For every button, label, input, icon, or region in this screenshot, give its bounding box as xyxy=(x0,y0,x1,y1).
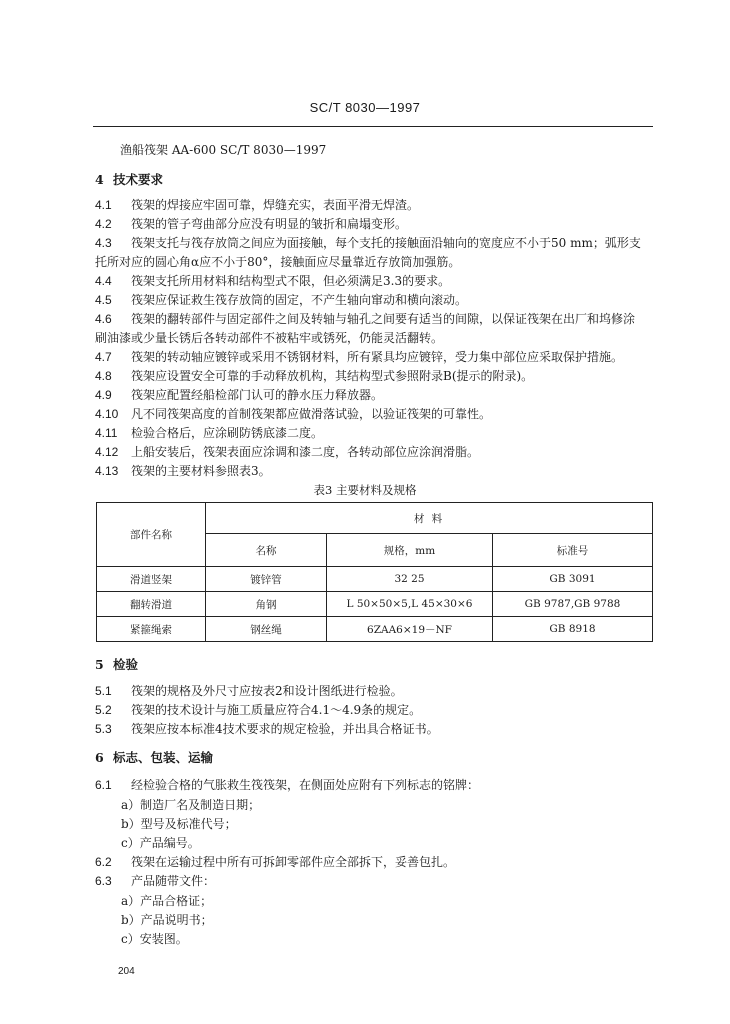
list-item: a）制造厂名及制造日期； xyxy=(121,798,261,812)
header-rule xyxy=(93,126,653,127)
cell-name: 镀锌管 xyxy=(206,567,327,592)
cell-standard: GB 9787,GB 9788 xyxy=(493,592,653,617)
clause-4-10: 4.10 凡不同筏架高度的首制筏架都应做滑落试验，以验证筏架的可靠性。 xyxy=(95,407,492,421)
table-row xyxy=(97,617,653,642)
clause-4-9: 4.9 筏架应配置经船检部门认可的静水压力释放器。 xyxy=(95,388,384,402)
header-standard: 标准号 xyxy=(493,534,653,567)
header-part-name: 部件名称 xyxy=(97,503,206,567)
list-item: a）产品合格证； xyxy=(121,894,213,908)
cell-spec: L 50×50×5,L 45×30×6 xyxy=(327,592,493,617)
list-item: c）产品编号。 xyxy=(121,836,200,850)
cell-standard: GB 8918 xyxy=(493,617,653,642)
clause-5-1: 5.1 筏架的规格及外尺寸应按表2和设计图纸进行检验。 xyxy=(95,684,403,698)
clause-4-13: 4.13 筏架的主要材料参照表3。 xyxy=(95,464,271,478)
marking-example: 渔船筏架 AA-600 SC/T 8030—1997 xyxy=(120,143,327,157)
cell-name: 角钢 xyxy=(206,592,327,617)
section-number: 4 xyxy=(95,172,104,187)
cell-name: 钢丝绳 xyxy=(206,617,327,642)
cell-part: 紧箍绳索 xyxy=(97,617,206,642)
header-name: 名称 xyxy=(206,534,327,567)
section-4-title xyxy=(95,170,163,188)
clause-5-2: 5.2 筏架的技术设计与施工质量应符合4.1～4.9条的规定。 xyxy=(95,703,422,717)
table-caption: 表3 主要材料及规格 xyxy=(313,483,417,497)
clause-4-7: 4.7 筏架的转动轴应镀锌或采用不锈钢材料，所有紧具均应镀锌，受力集中部位应采取保护措施。 xyxy=(95,350,624,364)
clause-6-2: 6.2 筏架在运输过程中所有可拆卸零部件应全部拆下，妥善包扎。 xyxy=(95,855,456,869)
header-spec: 规格，mm xyxy=(327,534,493,567)
section-title-text: 技术要求 xyxy=(113,172,164,187)
cell-part: 翻转滑道 xyxy=(97,592,206,617)
cell-spec: 32 25 xyxy=(327,567,493,592)
table-header-row xyxy=(97,503,653,534)
clause-4-4: 4.4 筏架支托所用材料和结构型式不限，但必须满足3.3的要求。 xyxy=(95,274,451,288)
cell-standard: GB 3091 xyxy=(493,567,653,592)
table-row xyxy=(97,567,653,592)
clause-4-8: 4.8 筏架应设置安全可靠的手动释放机构，其结构型式参照附录B(提示的附录)。 xyxy=(95,369,534,383)
table-row xyxy=(97,592,653,617)
list-item: b）产品说明书； xyxy=(121,913,213,927)
cell-spec: 6ZAA6×19－NF xyxy=(327,617,493,642)
section-6-title: 6 标志、包装、运输 xyxy=(95,750,214,765)
clause-5-3: 5.3 筏架应按本标准4技术要求的规定检验，并出具合格证书。 xyxy=(95,722,439,736)
clause-4-5: 4.5 筏架应保证救生筏存放筒的固定，不产生轴向窜动和横向滚动。 xyxy=(95,293,468,307)
list-item: b）型号及标准代号； xyxy=(121,817,237,831)
clause-4-11: 4.11 检验合格后，应涂刷防锈底漆二度。 xyxy=(95,426,324,440)
page-number: 204 xyxy=(118,966,135,977)
clause-4-1: 4.1 筏架的焊接应牢固可靠，焊缝充实，表面平滑无焊渣。 xyxy=(95,198,420,212)
clause-4-12: 4.12 上船安装后，筏架表面应涂调和漆二度，各转动部位应涂润滑脂。 xyxy=(95,445,480,459)
clause-4-2: 4.2 筏架的管子弯曲部分应没有明显的皱折和扁塌变形。 xyxy=(95,217,408,231)
header-material: 材 料 xyxy=(206,503,653,534)
clause-6-1: 6.1 经检验合格的气胀救生筏筏架，在侧面处应附有下列标志的铭牌： xyxy=(95,778,480,792)
section-5-title: 5 检验 xyxy=(95,657,139,672)
clause-4-6: 4.6 筏架的翻转部件与固定部件之间及转轴与轴孔之间要有适当的间隙，以保证筏架在出厂和坞修涂 刷油漆或少量长锈后各转动部件不被粘牢或锈死，仍能灵活翻转。 xyxy=(95,312,636,345)
clause-6-3: 6.3 产品随带文件： xyxy=(95,874,216,888)
clause-4-3: 4.3 筏架支托与筏存放筒之间应为面接触，每个支托的接触面沿轴向的宽度应不小于50 mm；弧形支 托所对应的圆心角α应不小于80°，接触面应尽量靠近存放筒加强筋。 xyxy=(95,236,641,269)
standard-code-header: SC/T 8030—1997 xyxy=(309,100,421,115)
cell-part: 滑道竖架 xyxy=(97,567,206,592)
materials-table xyxy=(96,502,653,642)
list-item: c）安装图。 xyxy=(121,932,188,946)
